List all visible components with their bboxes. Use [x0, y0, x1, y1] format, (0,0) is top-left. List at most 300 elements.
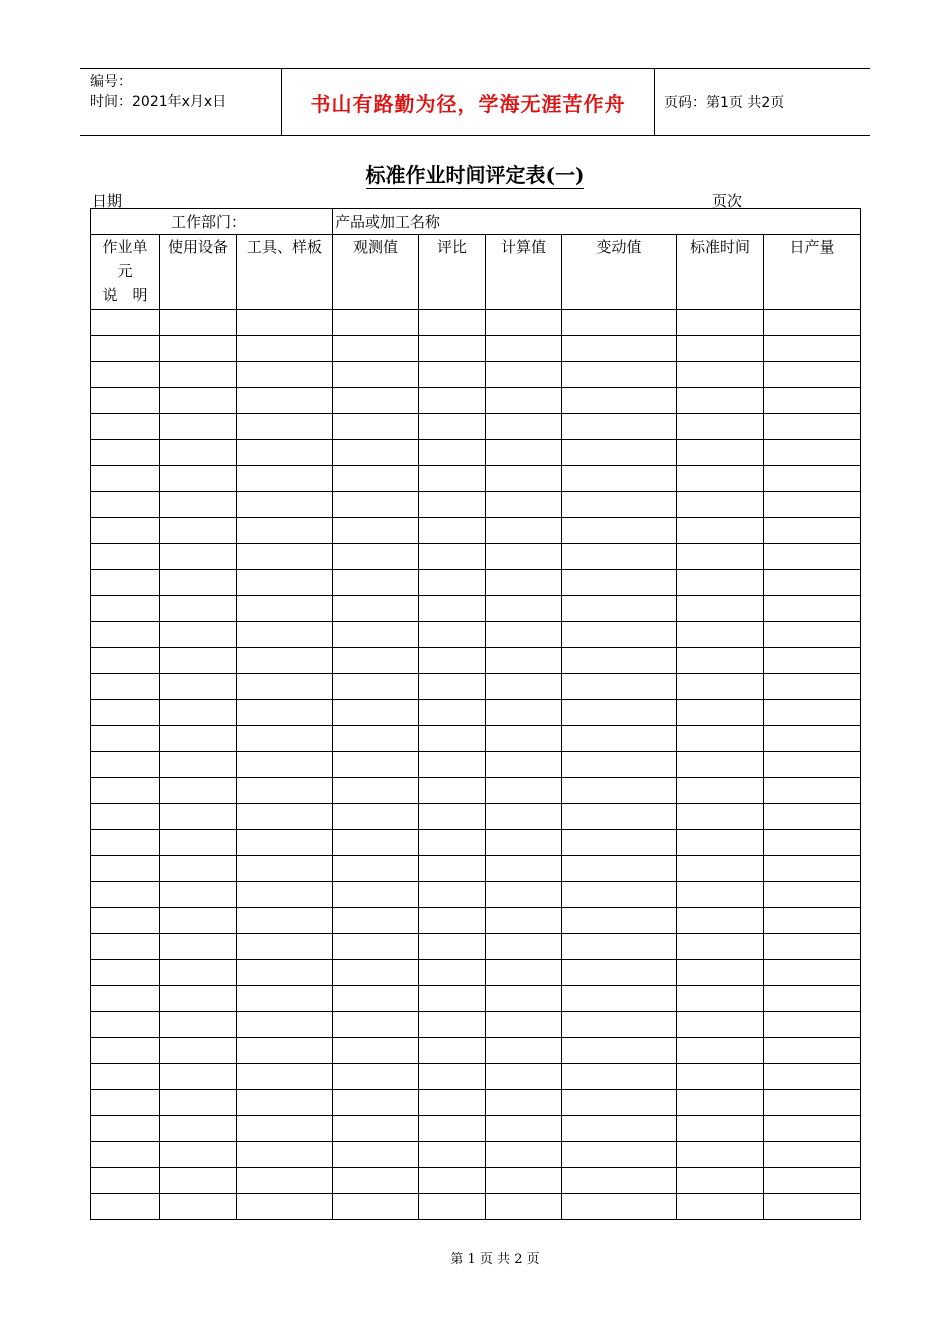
table-cell[interactable]: [764, 1168, 861, 1194]
table-cell[interactable]: [91, 440, 160, 466]
table-cell[interactable]: [160, 908, 237, 934]
table-cell[interactable]: [764, 778, 861, 804]
table-cell[interactable]: [764, 986, 861, 1012]
table-cell[interactable]: [91, 804, 160, 830]
table-cell[interactable]: [419, 830, 486, 856]
table-cell[interactable]: [486, 674, 562, 700]
table-cell[interactable]: [91, 544, 160, 570]
table-cell[interactable]: [237, 856, 333, 882]
table-cell[interactable]: [677, 388, 764, 414]
table-cell[interactable]: [419, 570, 486, 596]
table-cell[interactable]: [237, 804, 333, 830]
table-cell[interactable]: [486, 492, 562, 518]
table-cell[interactable]: [764, 336, 861, 362]
table-cell[interactable]: [160, 388, 237, 414]
table-cell[interactable]: [91, 362, 160, 388]
table-cell[interactable]: [419, 414, 486, 440]
table-cell[interactable]: [237, 310, 333, 336]
table-cell[interactable]: [91, 1194, 160, 1220]
table-cell[interactable]: [160, 622, 237, 648]
table-cell[interactable]: [237, 1142, 333, 1168]
table-cell[interactable]: [91, 596, 160, 622]
table-cell[interactable]: [562, 1064, 677, 1090]
table-cell[interactable]: [237, 648, 333, 674]
table-cell[interactable]: [419, 700, 486, 726]
table-cell[interactable]: [91, 752, 160, 778]
table-cell[interactable]: [160, 336, 237, 362]
table-cell[interactable]: [237, 570, 333, 596]
table-cell[interactable]: [419, 596, 486, 622]
table-cell[interactable]: [764, 544, 861, 570]
table-cell[interactable]: [91, 986, 160, 1012]
table-cell[interactable]: [333, 700, 419, 726]
table-cell[interactable]: [237, 1064, 333, 1090]
table-cell[interactable]: [419, 960, 486, 986]
table-cell[interactable]: [91, 830, 160, 856]
table-cell[interactable]: [237, 336, 333, 362]
table-cell[interactable]: [160, 960, 237, 986]
table-cell[interactable]: [486, 908, 562, 934]
table-cell[interactable]: [764, 388, 861, 414]
table-cell[interactable]: [419, 492, 486, 518]
table-cell[interactable]: [562, 804, 677, 830]
table-cell[interactable]: [562, 466, 677, 492]
table-cell[interactable]: [764, 960, 861, 986]
table-cell[interactable]: [160, 1038, 237, 1064]
table-cell[interactable]: [677, 518, 764, 544]
table-cell[interactable]: [562, 440, 677, 466]
table-cell[interactable]: [419, 1194, 486, 1220]
table-cell[interactable]: [91, 492, 160, 518]
table-cell[interactable]: [677, 544, 764, 570]
table-cell[interactable]: [333, 570, 419, 596]
table-cell[interactable]: [419, 388, 486, 414]
table-cell[interactable]: [764, 570, 861, 596]
table-cell[interactable]: [764, 804, 861, 830]
table-cell[interactable]: [486, 960, 562, 986]
table-cell[interactable]: [562, 414, 677, 440]
table-cell[interactable]: [333, 752, 419, 778]
table-cell[interactable]: [160, 596, 237, 622]
table-cell[interactable]: [237, 1194, 333, 1220]
table-cell[interactable]: [677, 1116, 764, 1142]
table-cell[interactable]: [677, 648, 764, 674]
table-cell[interactable]: [333, 934, 419, 960]
table-cell[interactable]: [486, 752, 562, 778]
table-cell[interactable]: [764, 934, 861, 960]
table-cell[interactable]: [419, 908, 486, 934]
table-cell[interactable]: [486, 804, 562, 830]
table-cell[interactable]: [677, 310, 764, 336]
table-cell[interactable]: [677, 908, 764, 934]
table-cell[interactable]: [677, 414, 764, 440]
table-cell[interactable]: [764, 596, 861, 622]
table-cell[interactable]: [91, 726, 160, 752]
table-cell[interactable]: [237, 752, 333, 778]
table-cell[interactable]: [333, 1116, 419, 1142]
table-cell[interactable]: [237, 544, 333, 570]
table-cell[interactable]: [160, 1064, 237, 1090]
table-cell[interactable]: [562, 674, 677, 700]
table-cell[interactable]: [237, 1038, 333, 1064]
table-cell[interactable]: [764, 1090, 861, 1116]
table-cell[interactable]: [562, 622, 677, 648]
table-cell[interactable]: [486, 1168, 562, 1194]
table-cell[interactable]: [91, 414, 160, 440]
table-cell[interactable]: [91, 310, 160, 336]
table-cell[interactable]: [677, 570, 764, 596]
table-cell[interactable]: [160, 414, 237, 440]
table-cell[interactable]: [764, 830, 861, 856]
table-cell[interactable]: [333, 518, 419, 544]
table-cell[interactable]: [237, 388, 333, 414]
table-cell[interactable]: [160, 752, 237, 778]
table-cell[interactable]: [486, 1090, 562, 1116]
table-cell[interactable]: [677, 336, 764, 362]
table-cell[interactable]: [764, 908, 861, 934]
table-cell[interactable]: [160, 492, 237, 518]
table-cell[interactable]: [333, 674, 419, 700]
table-cell[interactable]: [237, 414, 333, 440]
table-cell[interactable]: [91, 388, 160, 414]
table-cell[interactable]: [333, 960, 419, 986]
table-cell[interactable]: [486, 388, 562, 414]
table-cell[interactable]: [486, 700, 562, 726]
table-cell[interactable]: [237, 830, 333, 856]
table-cell[interactable]: [764, 648, 861, 674]
table-cell[interactable]: [419, 1116, 486, 1142]
table-cell[interactable]: [486, 986, 562, 1012]
table-cell[interactable]: [237, 778, 333, 804]
table-cell[interactable]: [160, 856, 237, 882]
table-cell[interactable]: [677, 934, 764, 960]
table-cell[interactable]: [562, 908, 677, 934]
table-cell[interactable]: [419, 752, 486, 778]
table-cell[interactable]: [91, 1090, 160, 1116]
table-cell[interactable]: [677, 1194, 764, 1220]
table-cell[interactable]: [237, 440, 333, 466]
table-cell[interactable]: [333, 310, 419, 336]
table-cell[interactable]: [562, 856, 677, 882]
table-cell[interactable]: [237, 960, 333, 986]
table-cell[interactable]: [91, 1038, 160, 1064]
table-cell[interactable]: [562, 570, 677, 596]
table-cell[interactable]: [677, 1168, 764, 1194]
table-cell[interactable]: [419, 986, 486, 1012]
table-cell[interactable]: [562, 1168, 677, 1194]
table-cell[interactable]: [333, 440, 419, 466]
table-cell[interactable]: [677, 726, 764, 752]
table-cell[interactable]: [562, 752, 677, 778]
table-cell[interactable]: [677, 986, 764, 1012]
table-cell[interactable]: [486, 466, 562, 492]
table-cell[interactable]: [333, 466, 419, 492]
table-cell[interactable]: [333, 336, 419, 362]
table-cell[interactable]: [419, 1064, 486, 1090]
table-cell[interactable]: [160, 804, 237, 830]
table-cell[interactable]: [562, 518, 677, 544]
table-cell[interactable]: [764, 414, 861, 440]
table-cell[interactable]: [562, 960, 677, 986]
table-cell[interactable]: [419, 648, 486, 674]
table-cell[interactable]: [333, 1194, 419, 1220]
table-cell[interactable]: [237, 596, 333, 622]
table-cell[interactable]: [486, 1142, 562, 1168]
table-cell[interactable]: [91, 934, 160, 960]
table-cell[interactable]: [237, 674, 333, 700]
table-cell[interactable]: [764, 674, 861, 700]
table-cell[interactable]: [333, 856, 419, 882]
table-cell[interactable]: [677, 1142, 764, 1168]
table-cell[interactable]: [160, 362, 237, 388]
table-cell[interactable]: [160, 830, 237, 856]
table-cell[interactable]: [419, 934, 486, 960]
table-cell[interactable]: [562, 1090, 677, 1116]
table-cell[interactable]: [677, 960, 764, 986]
table-cell[interactable]: [677, 882, 764, 908]
table-cell[interactable]: [160, 700, 237, 726]
table-cell[interactable]: [333, 804, 419, 830]
table-cell[interactable]: [160, 674, 237, 700]
table-cell[interactable]: [91, 1116, 160, 1142]
table-cell[interactable]: [160, 440, 237, 466]
table-cell[interactable]: [419, 622, 486, 648]
table-cell[interactable]: [562, 1012, 677, 1038]
table-cell[interactable]: [419, 882, 486, 908]
table-cell[interactable]: [333, 544, 419, 570]
table-cell[interactable]: [677, 1090, 764, 1116]
table-cell[interactable]: [486, 1012, 562, 1038]
table-cell[interactable]: [237, 986, 333, 1012]
table-cell[interactable]: [237, 934, 333, 960]
table-cell[interactable]: [160, 544, 237, 570]
table-cell[interactable]: [333, 778, 419, 804]
table-cell[interactable]: [486, 934, 562, 960]
table-cell[interactable]: [333, 362, 419, 388]
table-cell[interactable]: [764, 362, 861, 388]
table-cell[interactable]: [677, 466, 764, 492]
table-cell[interactable]: [419, 856, 486, 882]
table-cell[interactable]: [91, 570, 160, 596]
table-cell[interactable]: [562, 1116, 677, 1142]
table-cell[interactable]: [419, 440, 486, 466]
table-cell[interactable]: [764, 726, 861, 752]
table-cell[interactable]: [677, 674, 764, 700]
table-cell[interactable]: [677, 1012, 764, 1038]
table-cell[interactable]: [237, 1012, 333, 1038]
table-cell[interactable]: [160, 648, 237, 674]
table-cell[interactable]: [764, 856, 861, 882]
table-cell[interactable]: [486, 1116, 562, 1142]
table-cell[interactable]: [91, 882, 160, 908]
table-cell[interactable]: [91, 336, 160, 362]
table-cell[interactable]: [91, 856, 160, 882]
table-cell[interactable]: [91, 648, 160, 674]
table-cell[interactable]: [562, 986, 677, 1012]
table-cell[interactable]: [91, 1012, 160, 1038]
table-cell[interactable]: [419, 1012, 486, 1038]
table-cell[interactable]: [237, 622, 333, 648]
table-cell[interactable]: [160, 1090, 237, 1116]
table-cell[interactable]: [237, 492, 333, 518]
table-cell[interactable]: [333, 1012, 419, 1038]
table-cell[interactable]: [160, 1168, 237, 1194]
table-cell[interactable]: [486, 622, 562, 648]
table-cell[interactable]: [419, 518, 486, 544]
table-cell[interactable]: [677, 596, 764, 622]
table-cell[interactable]: [677, 1038, 764, 1064]
table-cell[interactable]: [160, 466, 237, 492]
table-cell[interactable]: [486, 648, 562, 674]
table-cell[interactable]: [91, 674, 160, 700]
table-cell[interactable]: [486, 544, 562, 570]
table-cell[interactable]: [333, 596, 419, 622]
table-cell[interactable]: [237, 362, 333, 388]
table-cell[interactable]: [764, 492, 861, 518]
table-cell[interactable]: [562, 778, 677, 804]
table-cell[interactable]: [562, 1038, 677, 1064]
table-cell[interactable]: [562, 310, 677, 336]
table-cell[interactable]: [237, 726, 333, 752]
table-cell[interactable]: [419, 1142, 486, 1168]
table-cell[interactable]: [486, 336, 562, 362]
table-cell[interactable]: [91, 466, 160, 492]
table-cell[interactable]: [677, 830, 764, 856]
table-cell[interactable]: [160, 986, 237, 1012]
table-cell[interactable]: [677, 1064, 764, 1090]
table-cell[interactable]: [419, 1038, 486, 1064]
table-cell[interactable]: [333, 1064, 419, 1090]
table-cell[interactable]: [764, 1142, 861, 1168]
table-cell[interactable]: [677, 856, 764, 882]
table-cell[interactable]: [160, 934, 237, 960]
table-cell[interactable]: [486, 830, 562, 856]
table-cell[interactable]: [764, 1064, 861, 1090]
table-cell[interactable]: [333, 986, 419, 1012]
table-cell[interactable]: [764, 1194, 861, 1220]
table-cell[interactable]: [160, 726, 237, 752]
table-cell[interactable]: [419, 466, 486, 492]
table-cell[interactable]: [486, 1038, 562, 1064]
table-cell[interactable]: [677, 804, 764, 830]
table-cell[interactable]: [333, 388, 419, 414]
table-cell[interactable]: [486, 596, 562, 622]
table-cell[interactable]: [91, 518, 160, 544]
table-cell[interactable]: [91, 1142, 160, 1168]
table-cell[interactable]: [486, 1194, 562, 1220]
table-cell[interactable]: [333, 1038, 419, 1064]
table-cell[interactable]: [333, 1142, 419, 1168]
table-cell[interactable]: [419, 726, 486, 752]
table-cell[interactable]: [91, 960, 160, 986]
table-cell[interactable]: [486, 778, 562, 804]
table-cell[interactable]: [562, 544, 677, 570]
table-cell[interactable]: [333, 1168, 419, 1194]
table-cell[interactable]: [764, 1012, 861, 1038]
table-cell[interactable]: [764, 466, 861, 492]
table-cell[interactable]: [562, 1194, 677, 1220]
table-cell[interactable]: [677, 778, 764, 804]
table-cell[interactable]: [333, 830, 419, 856]
table-cell[interactable]: [562, 648, 677, 674]
table-cell[interactable]: [237, 1090, 333, 1116]
table-cell[interactable]: [419, 1090, 486, 1116]
table-cell[interactable]: [237, 700, 333, 726]
table-cell[interactable]: [160, 1116, 237, 1142]
table-cell[interactable]: [764, 882, 861, 908]
table-cell[interactable]: [237, 908, 333, 934]
table-cell[interactable]: [160, 518, 237, 544]
table-cell[interactable]: [333, 648, 419, 674]
table-cell[interactable]: [419, 310, 486, 336]
table-cell[interactable]: [419, 362, 486, 388]
table-cell[interactable]: [562, 492, 677, 518]
table-cell[interactable]: [764, 1038, 861, 1064]
table-cell[interactable]: [562, 726, 677, 752]
table-cell[interactable]: [486, 362, 562, 388]
table-cell[interactable]: [91, 622, 160, 648]
table-cell[interactable]: [333, 622, 419, 648]
table-cell[interactable]: [333, 908, 419, 934]
table-cell[interactable]: [237, 1168, 333, 1194]
table-cell[interactable]: [677, 700, 764, 726]
table-cell[interactable]: [562, 362, 677, 388]
table-cell[interactable]: [419, 544, 486, 570]
table-cell[interactable]: [419, 674, 486, 700]
table-cell[interactable]: [333, 1090, 419, 1116]
table-cell[interactable]: [486, 1064, 562, 1090]
table-cell[interactable]: [486, 856, 562, 882]
table-cell[interactable]: [764, 310, 861, 336]
table-cell[interactable]: [333, 492, 419, 518]
table-cell[interactable]: [486, 310, 562, 336]
product-label[interactable]: 产品或加工名称: [333, 209, 861, 235]
table-cell[interactable]: [764, 622, 861, 648]
table-cell[interactable]: [677, 440, 764, 466]
table-cell[interactable]: [486, 518, 562, 544]
table-cell[interactable]: [562, 882, 677, 908]
table-cell[interactable]: [486, 726, 562, 752]
table-cell[interactable]: [91, 1064, 160, 1090]
table-cell[interactable]: [764, 518, 861, 544]
table-cell[interactable]: [91, 778, 160, 804]
table-cell[interactable]: [333, 726, 419, 752]
table-cell[interactable]: [764, 700, 861, 726]
table-cell[interactable]: [764, 1116, 861, 1142]
table-cell[interactable]: [486, 882, 562, 908]
table-cell[interactable]: [677, 752, 764, 778]
table-cell[interactable]: [237, 518, 333, 544]
table-cell[interactable]: [419, 778, 486, 804]
table-cell[interactable]: [160, 1142, 237, 1168]
table-cell[interactable]: [562, 830, 677, 856]
table-cell[interactable]: [677, 492, 764, 518]
table-cell[interactable]: [486, 414, 562, 440]
table-cell[interactable]: [764, 752, 861, 778]
table-cell[interactable]: [160, 882, 237, 908]
table-cell[interactable]: [562, 934, 677, 960]
table-cell[interactable]: [160, 1012, 237, 1038]
table-cell[interactable]: [419, 804, 486, 830]
table-cell[interactable]: [160, 570, 237, 596]
table-cell[interactable]: [562, 1142, 677, 1168]
table-cell[interactable]: [419, 1168, 486, 1194]
table-cell[interactable]: [562, 388, 677, 414]
table-cell[interactable]: [160, 778, 237, 804]
table-cell[interactable]: [91, 908, 160, 934]
table-cell[interactable]: [333, 882, 419, 908]
table-cell[interactable]: [160, 310, 237, 336]
